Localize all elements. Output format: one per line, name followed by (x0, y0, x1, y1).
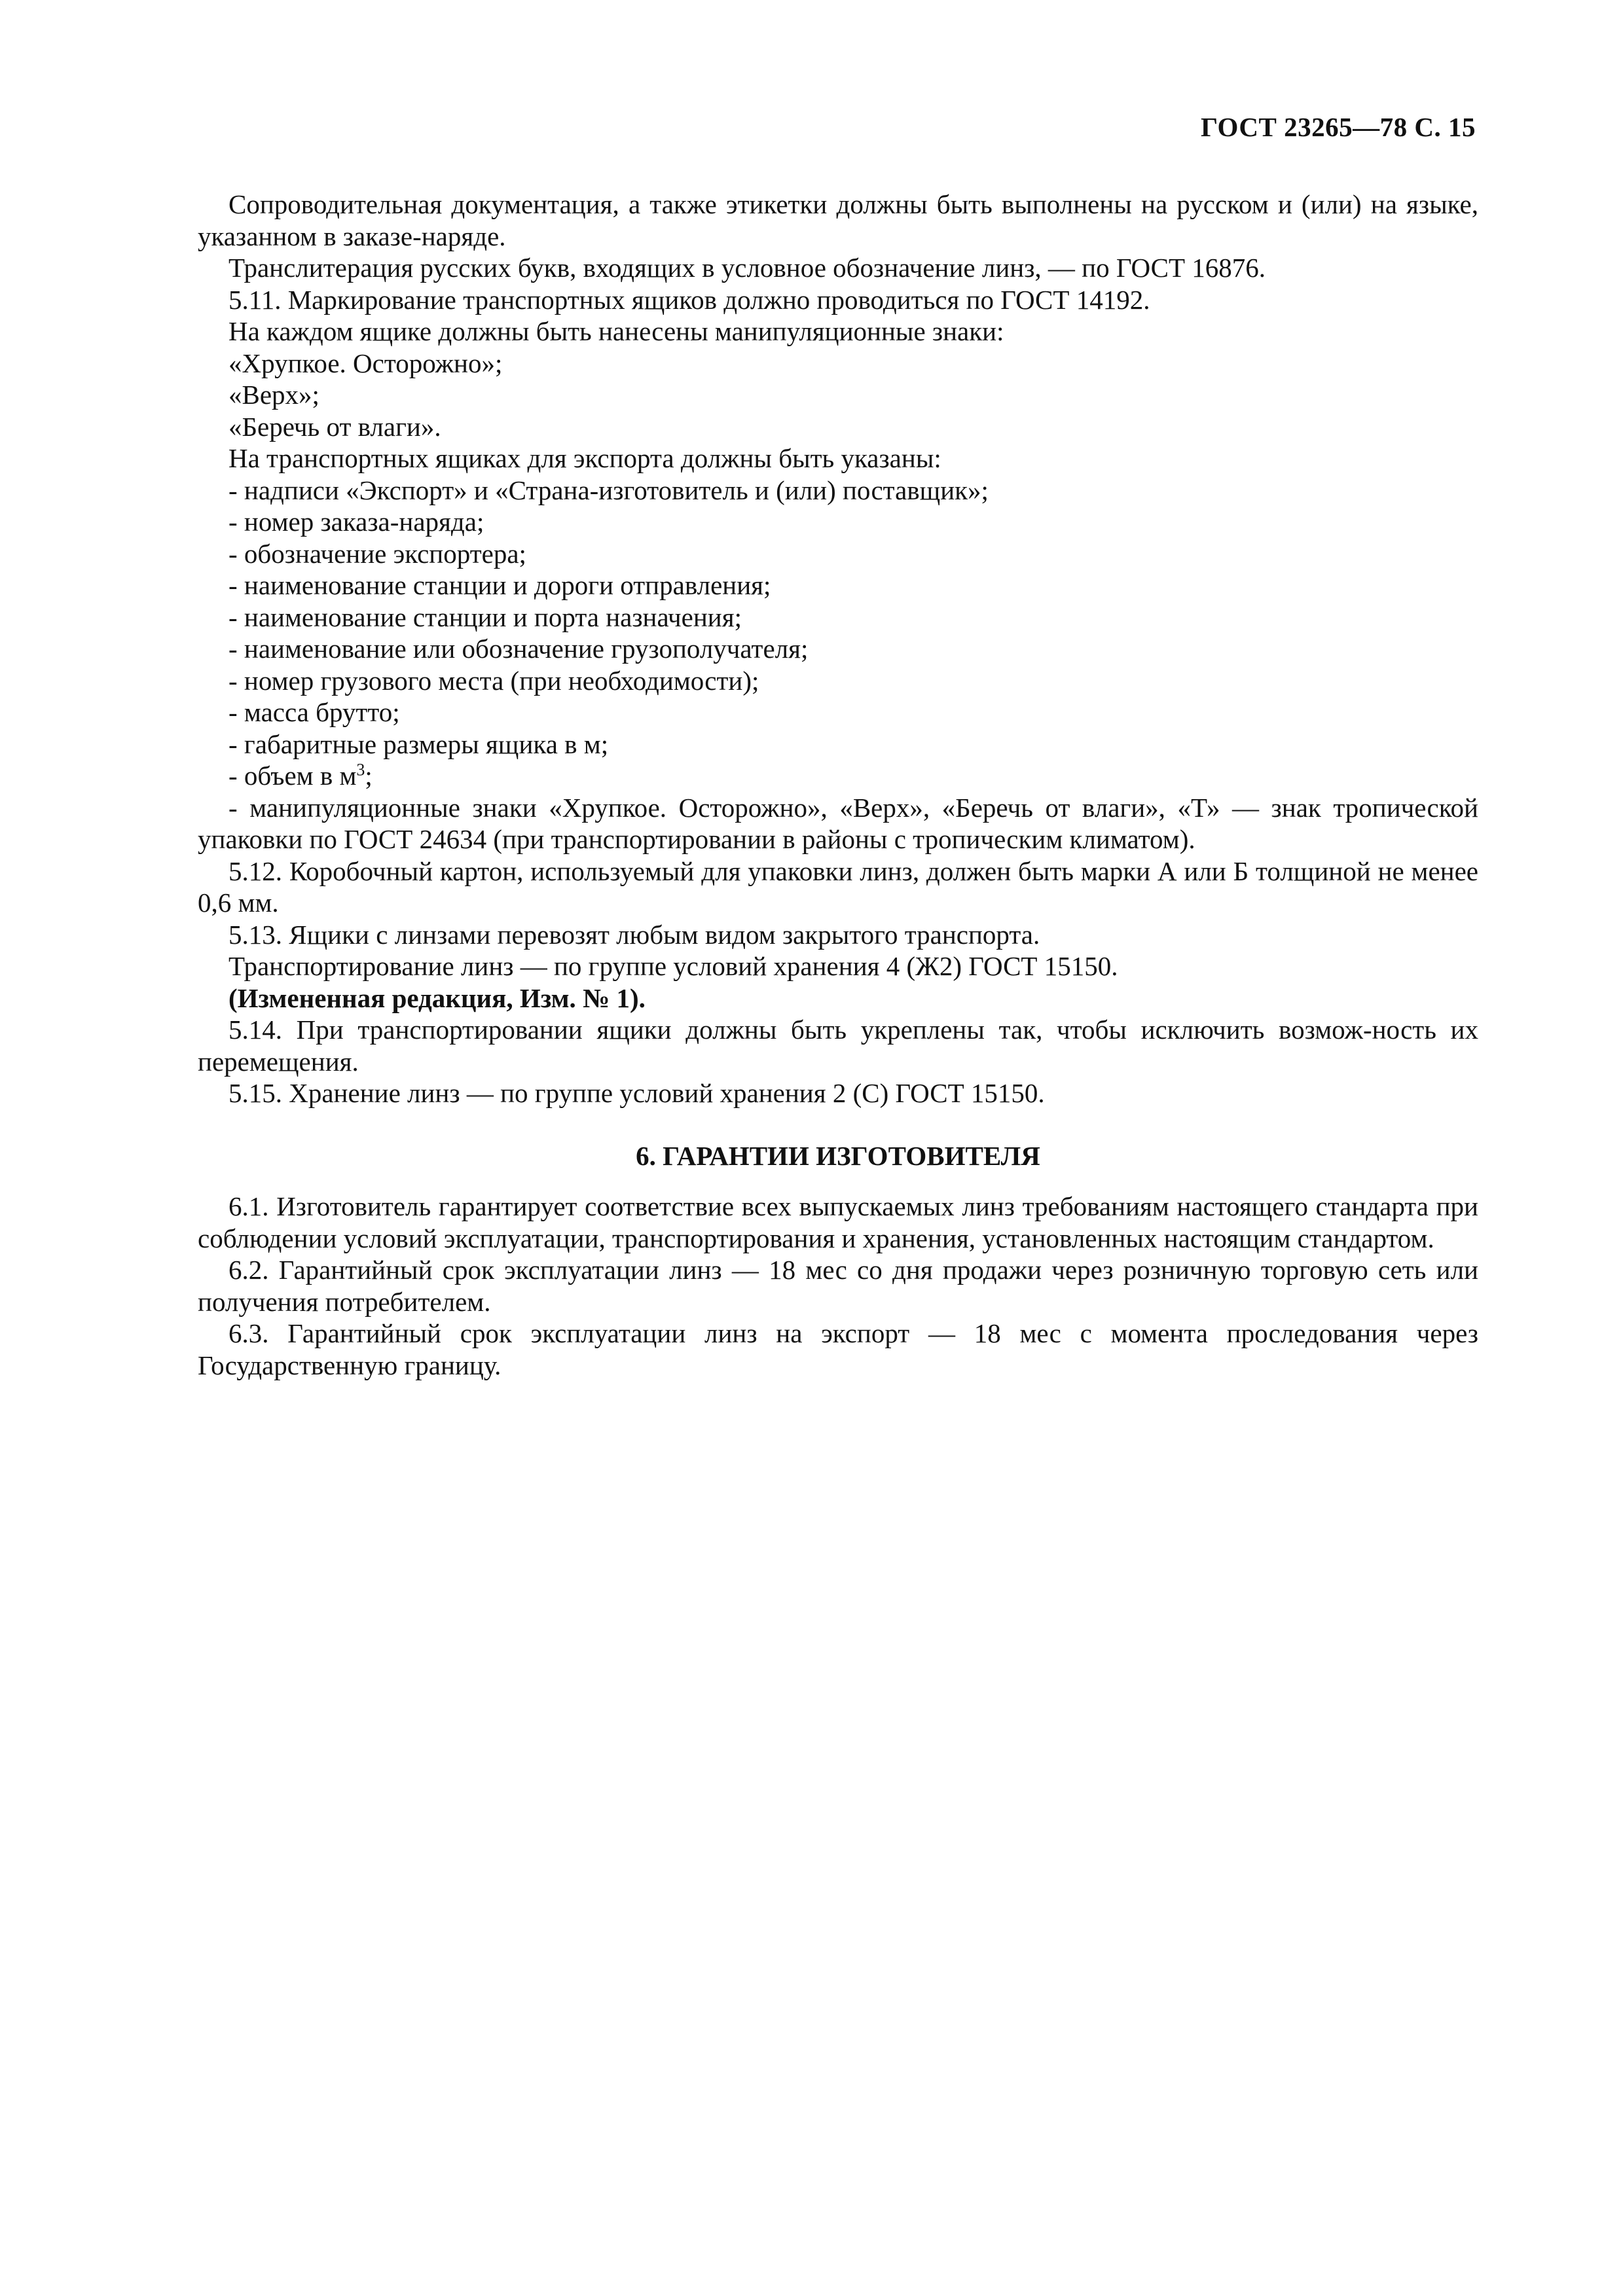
volume-superscript: 3 (356, 760, 365, 780)
clause-5-12: 5.12. Коробочный картон, используемый для упаковки линз, должен быть марки А или Б толщиной не менее 0,6 мм. (198, 855, 1478, 918)
export-item: - надписи «Экспорт» и «Страна-изготовитель и (или) поставщик»; (228, 475, 989, 505)
amendment-note: (Измененная редакция, Изм. № 1). (228, 982, 646, 1013)
volume-end: ; (365, 761, 373, 791)
transliteration-paragraph: Транслитерация русских букв, входящих в условное обозначение линз, — по ГОСТ 16876. (228, 253, 1266, 283)
transport-paragraph: Транспортирование линз — по группе условий хранения 4 (Ж2) ГОСТ 15150. (228, 951, 1118, 981)
section-6-title: 6. ГАРАНТИИ ИЗГОТОВИТЕЛЯ (636, 1140, 1040, 1171)
export-item: - наименование или обозначение грузополучателя; (228, 634, 809, 664)
clause-5-11: 5.11. Маркирование транспортных ящиков должно проводиться по ГОСТ 14192. (228, 284, 1150, 315)
document-body (198, 188, 1478, 1381)
clause-6-3: 6.3. Гарантийный срок эксплуатации линз на экспорт — 18 мес с момента проследования через Государственную границу. (198, 1318, 1478, 1380)
export-item: - номер заказа-наряда; (228, 507, 484, 537)
clause-6-2: 6.2. Гарантийный срок эксплуатации линз — 18 мес со дня продажи через розничную торговую сеть или получения потребителем. (198, 1255, 1478, 1317)
clause-5-14: 5.14. При транспортировании ящики должны быть укреплены так, чтобы исключить возмож-ность их перемещения. (198, 1014, 1478, 1077)
export-item-volume (198, 760, 1478, 792)
documentation-paragraph: Сопроводительная документация, а также этикетки должны быть выполнены на русском и (или) на языке, указанном в заказе-наряде. (198, 189, 1478, 251)
sign-item: «Верх»; (228, 380, 319, 410)
export-item-manipulation: - манипуляционные знаки «Хрупкое. Осторожно», «Верх», «Беречь от влаги», «Т» — знак тропической упаковки по ГОСТ 24634 (при транспортировании в районы с тропическим климатом). (198, 792, 1478, 854)
export-item: - наименование станции и дороги отправления; (228, 570, 771, 600)
clause-5-13: 5.13. Ящики с линзами перевозят любым видом закрытого транспорта. (228, 919, 1040, 950)
signs-intro: На каждом ящике должны быть нанесены манипуляционные знаки: (228, 316, 1004, 346)
clause-5-15: 5.15. Хранение линз — по группе условий хранения 2 (С) ГОСТ 15150. (228, 1078, 1045, 1108)
sign-item: «Хрупкое. Осторожно»; (228, 348, 503, 378)
export-item: - масса брутто; (228, 697, 400, 727)
export-item: - габаритные размеры ящика в м; (228, 728, 609, 759)
export-item: - номер грузового места (при необходимости); (228, 665, 759, 696)
sign-item: «Беречь от влаги». (228, 411, 441, 442)
export-intro: На транспортных ящиках для экспорта должны быть указаны: (228, 443, 941, 473)
volume-text: - объем в м (228, 761, 357, 791)
export-item: - наименование станции и порта назначения; (228, 601, 742, 632)
page-header: ГОСТ 23265—78 С. 15 (1200, 112, 1476, 142)
clause-6-1: 6.1. Изготовитель гарантирует соответствие всех выпускаемых линз требованиям настоящего стандарта при соблюдении условий эксплуатации, транспортирования и хранения, установленных настоящим стандартом. (198, 1191, 1478, 1253)
export-item: - обозначение экспортера; (228, 538, 526, 569)
